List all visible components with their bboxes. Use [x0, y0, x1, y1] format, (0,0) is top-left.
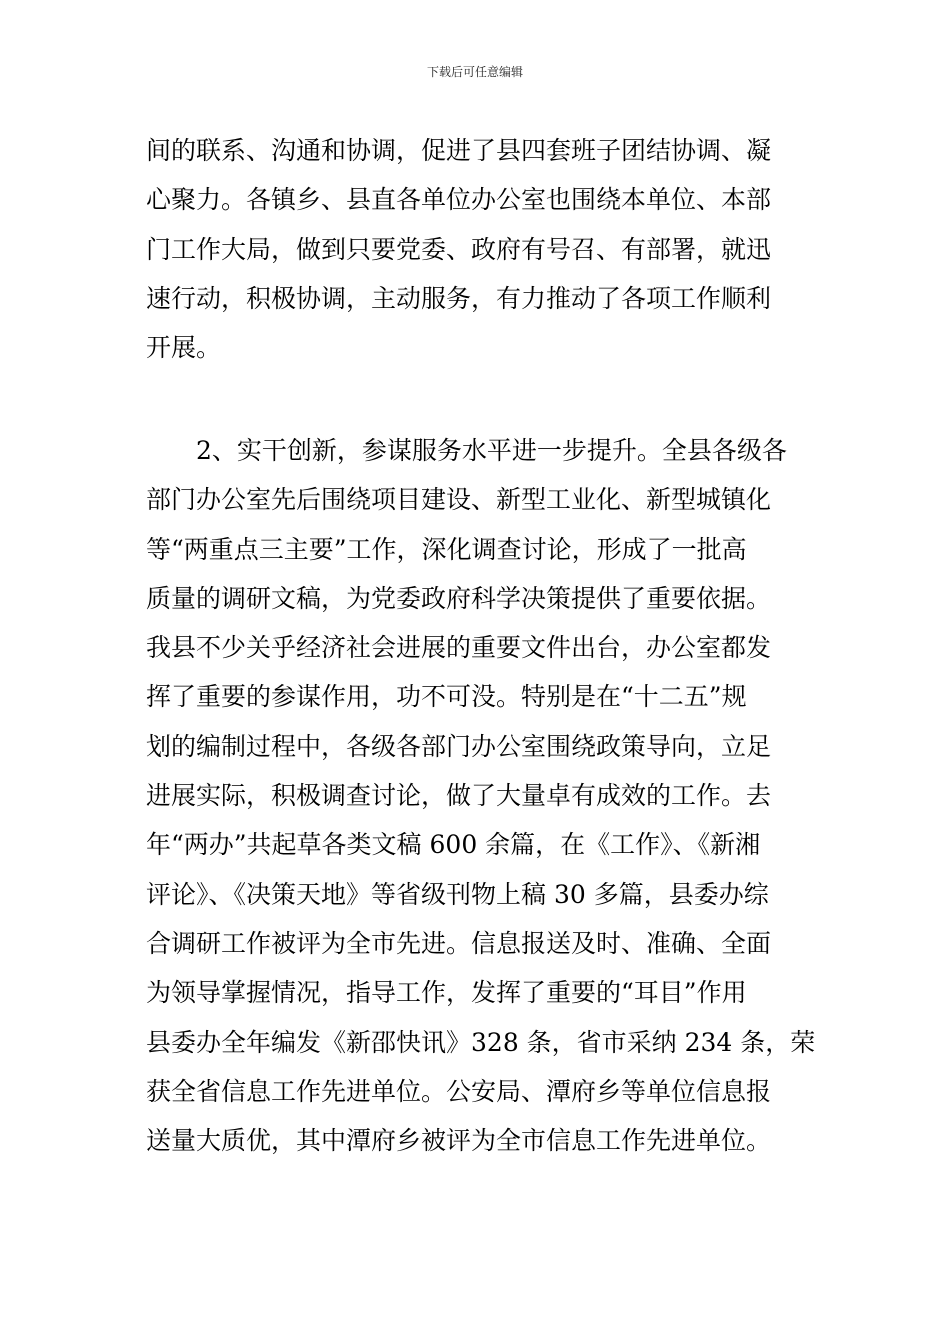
text-line: 县委办全年编发《新邵快讯》328 条，省市采纳 234 条，荣 [146, 1027, 816, 1057]
paragraph-1 [146, 126, 810, 372]
text-line: 心聚力。各镇乡、县直各单位办公室也围绕本单位、本部 [146, 185, 772, 215]
text-line: 评论》、《决策天地》等省级刊物上稿 30 多篇，县委办综 [146, 879, 769, 909]
text-line: 进展实际，积极调查讨论，做了大量卓有成效的工作。去 [146, 781, 772, 811]
text-line: 我县不少关乎经济社会进展的重要文件出台，办公室都发 [146, 633, 772, 663]
text-line: 送量大质优，其中潭府乡被评为全市信息工作先进单位。 [146, 1126, 772, 1156]
text-line: 划的编制过程中，各级各部门办公室围绕政策导向，立足 [146, 731, 772, 761]
text-line: 门工作大局，做到只要党委、政府有号召、有部署，就迅 [146, 234, 772, 264]
text-line: 年“两办”共起草各类文稿 600 余篇，在《工作》、《新湘 [146, 830, 761, 860]
paragraph-2 [146, 426, 816, 1165]
text-line: 合调研工作被评为全市先进。信息报送及时、准确、全面 [146, 928, 772, 958]
text-line: 为领导掌握情况，指导工作，发挥了重要的“耳目”作用 [146, 978, 747, 1008]
text-line: 获全省信息工作先进单位。公安局、潭府乡等单位信息报 [146, 1076, 772, 1106]
text-line: 挥了重要的参谋作用，功不可没。特别是在“十二五”规 [146, 682, 747, 712]
text-line: 2、实干创新，参谋服务水平进一步提升。全县各级各 [196, 436, 787, 465]
page-header: 下载后可任意编辑 [426, 65, 523, 79]
text-line: 质量的调研文稿，为党委政府科学决策提供了重要依据。 [146, 583, 772, 613]
text-line: 间的联系、沟通和协调，促进了县四套班子团结协调、凝 [146, 136, 772, 165]
text-line: 部门办公室先后围绕项目建设、新型工业化、新型城镇化 [146, 485, 772, 515]
text-line: 速行动，积极协调，主动服务，有力推动了各项工作顺利 [146, 283, 772, 313]
text-line: 等“两重点三主要”工作，深化调查讨论，形成了一批高 [146, 534, 747, 564]
text-line: 开展。 [146, 333, 222, 363]
